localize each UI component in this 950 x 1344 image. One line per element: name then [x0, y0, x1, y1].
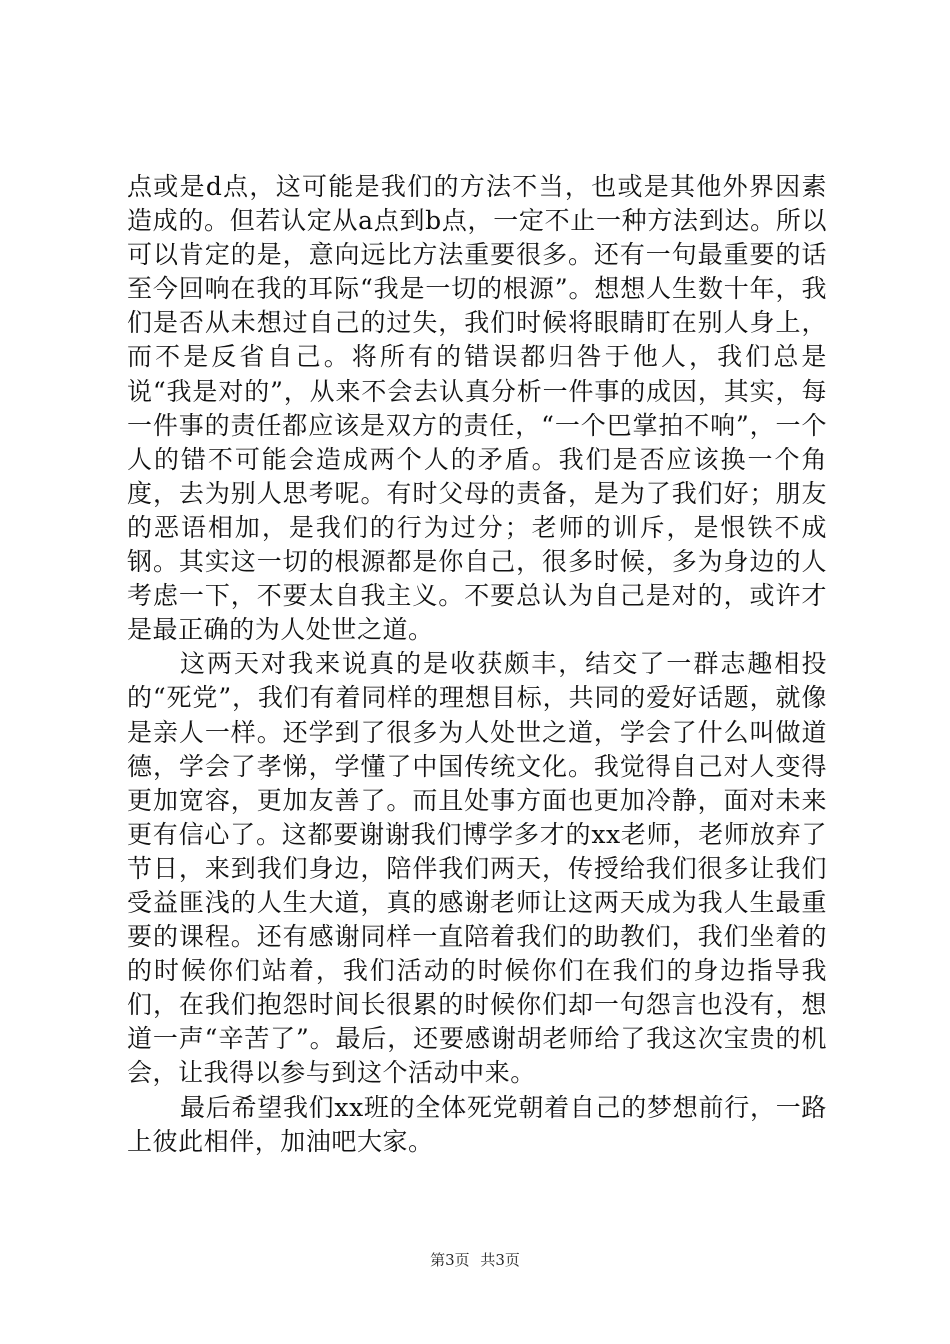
paragraph-closing: 最后希望我们xx班的全体死党朝着自己的梦想前行，一路上彼此相伴，加油吧大家。 — [127, 1092, 827, 1156]
page-number: 第3页 — [430, 1251, 470, 1269]
page-total: 共3页 — [480, 1251, 520, 1269]
document-body — [127, 170, 827, 1159]
paragraph-continued: 点或是d点，这可能是我们的方法不当，也或是其他外界因素造成的。但若认定从a点到b点，一定不止一种方法到达。所以可以肯定的是，意向远比方法重要很多。还有一句最重要的话至今回响在我的耳际“我是一切的根源”。想想人生数十年，我们是否从未想过自己的过失，我们时候将眼睛盯在别人身上，而不是反省自己。将所有的错误都归咎于他人，我们总是说“我是对的”，从来不会去认真分析一件事的成因，其实，每一件事的责任都应该是双方的责任，“一个巴掌拍不响”，一个人的错不可能会造成两个人的矛盾。我们是否应该换一个角度，去为别人思考呢。有时父母的责备，是为了我们好；朋友的恶语相加，是我们的行为过分；老师的训斥，是恨铁不成钢。其实这一切的根源都是你自己，很多时候，多为身边的人考虑一下，不要太自我主义。不要总认为自己是对的，或许才是最正确的为人处世之道。 — [127, 172, 827, 645]
page-footer — [0, 1250, 950, 1270]
paragraph-gratitude: 这两天对我来说真的是收获颇丰，结交了一群志趣相投的“死党”，我们有着同样的理想目标，共同的爱好话题，就像是亲人一样。还学到了很多为人处世之道，学会了什么叫做道德，学会了孝悌，学懂了中国传统文化。我觉得自己对人变得更加宽容，更加友善了。而且处事方面也更加冷静，面对未来更有信心了。这都要谢谢我们博学多才的xx老师，老师放弃了节日，来到我们身边，陪伴我们两天，传授给我们很多让我们受益匪浅的人生大道，真的感谢老师让这两天成为我人生最重要的课程。还有感谢同样一直陪着我们的助教们，我们坐着的的时候你们站着，我们活动的时候你们在我们的身边指导我们，在我们抱怨时间长很累的时候你们却一句怨言也没有，想道一声“辛苦了”。最后，还要感谢胡老师给了我这次宝贵的机会，让我得以参与到这个活动中来。 — [127, 649, 827, 1088]
